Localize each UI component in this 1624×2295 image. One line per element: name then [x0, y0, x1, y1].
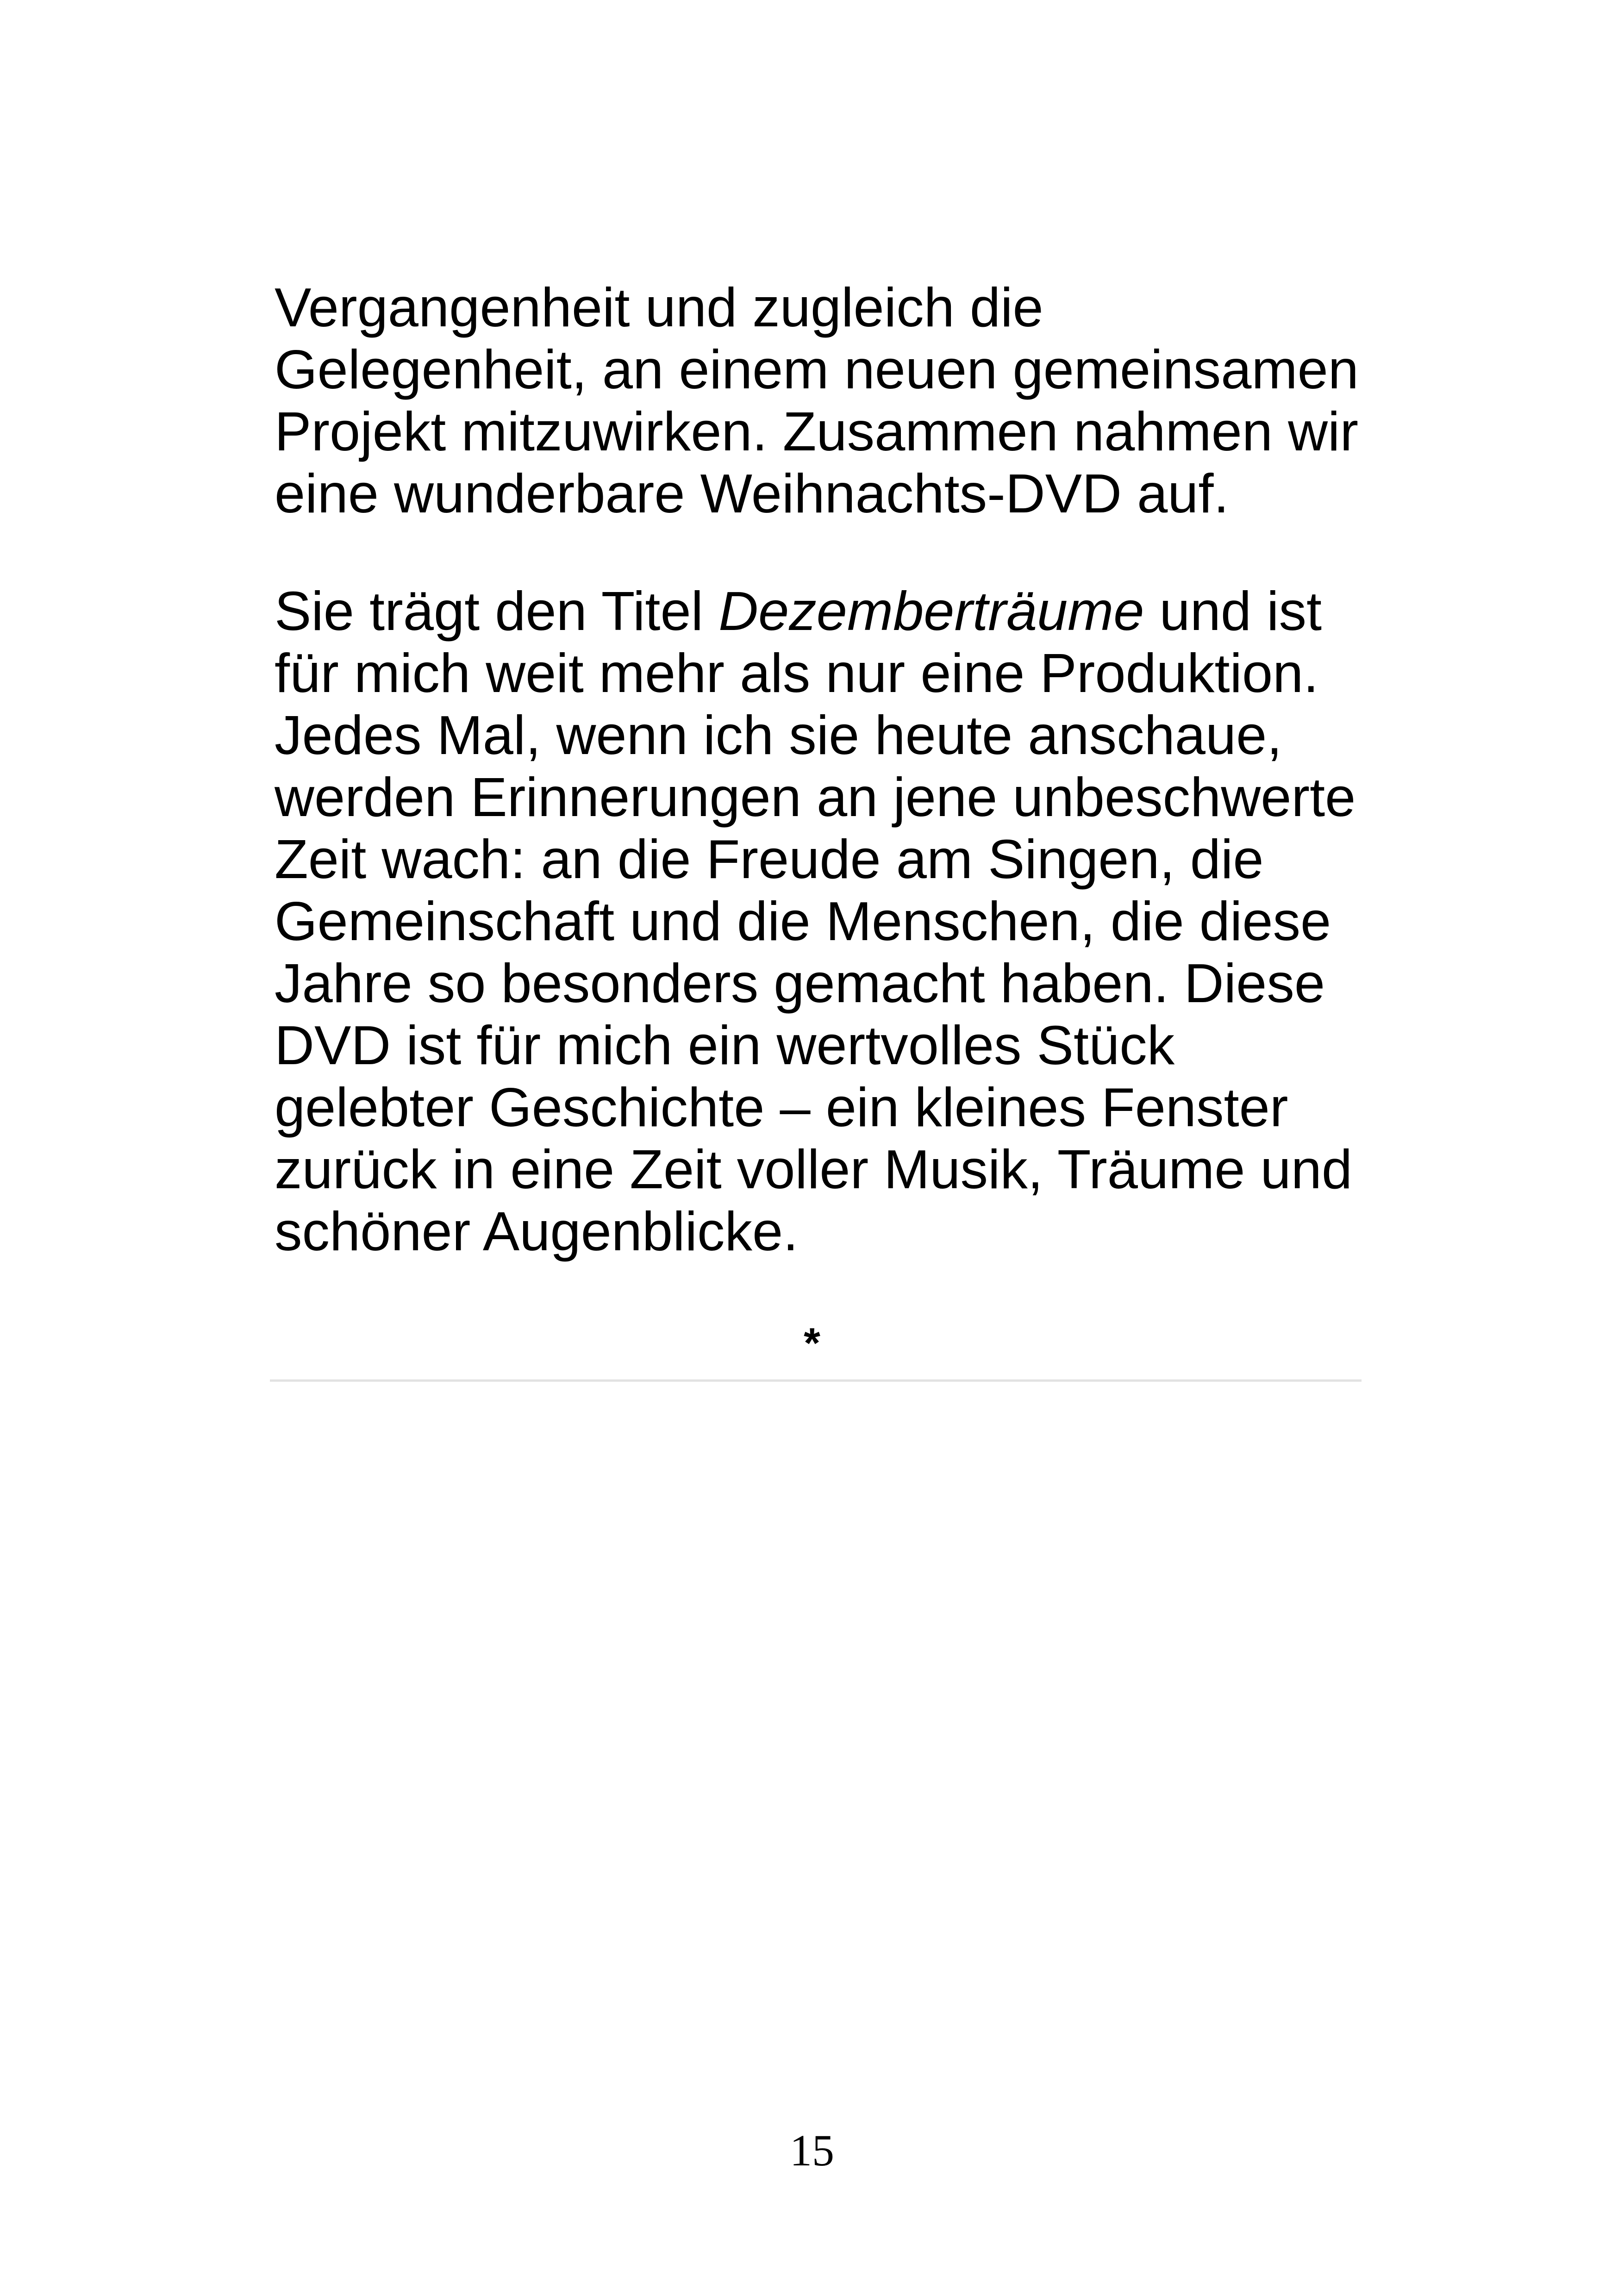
paragraph-line: DVD ist für mich ein wertvolles Stück — [275, 1015, 1175, 1076]
dvd-title: Dezemberträume — [718, 580, 1144, 642]
line-start-text: Sie trägt den Titel — [275, 580, 719, 642]
paragraph-line: gelebter Geschichte – ein kleines Fenster — [275, 1077, 1288, 1138]
section-separator-asterisk: * — [804, 1320, 820, 1367]
paragraph-line: werden Erinnerungen an jene unbeschwerte — [275, 767, 1356, 828]
paragraph-line: Jahre so besonders gemacht haben. Diese — [275, 953, 1325, 1014]
line-end-text: und ist — [1144, 580, 1322, 642]
horizontal-divider — [270, 1379, 1362, 1382]
paragraph-line: Jedes Mal, wenn ich sie heute anschaue, — [275, 705, 1282, 766]
paragraph-line: eine wunderbare Weihnachts-DVD auf. — [275, 463, 1229, 524]
paragraph-line: Vergangenheit und zugleich die — [275, 277, 1043, 338]
paragraph-line: Projekt mitzuwirken. Zusammen nahmen wir — [275, 401, 1359, 462]
paragraph-2 — [275, 580, 1367, 1263]
paragraph-line: Zeit wach: an die Freude am Singen, die — [275, 829, 1264, 890]
paragraph-line: für mich weit mehr als nur eine Produktion. — [275, 642, 1319, 704]
paragraph-line: schöner Augenblicke. — [275, 1201, 799, 1262]
paragraph-line: Gelegenheit, an einem neuen gemeinsamen — [275, 339, 1359, 400]
paragraph-line: zurück in eine Zeit voller Musik, Träume und — [275, 1139, 1353, 1200]
page-number: 15 — [790, 2126, 834, 2175]
paragraph-line-with-title — [275, 580, 1367, 642]
paragraph-1 — [275, 277, 1367, 525]
paragraph-line: Gemeinschaft und die Menschen, die diese — [275, 891, 1331, 952]
